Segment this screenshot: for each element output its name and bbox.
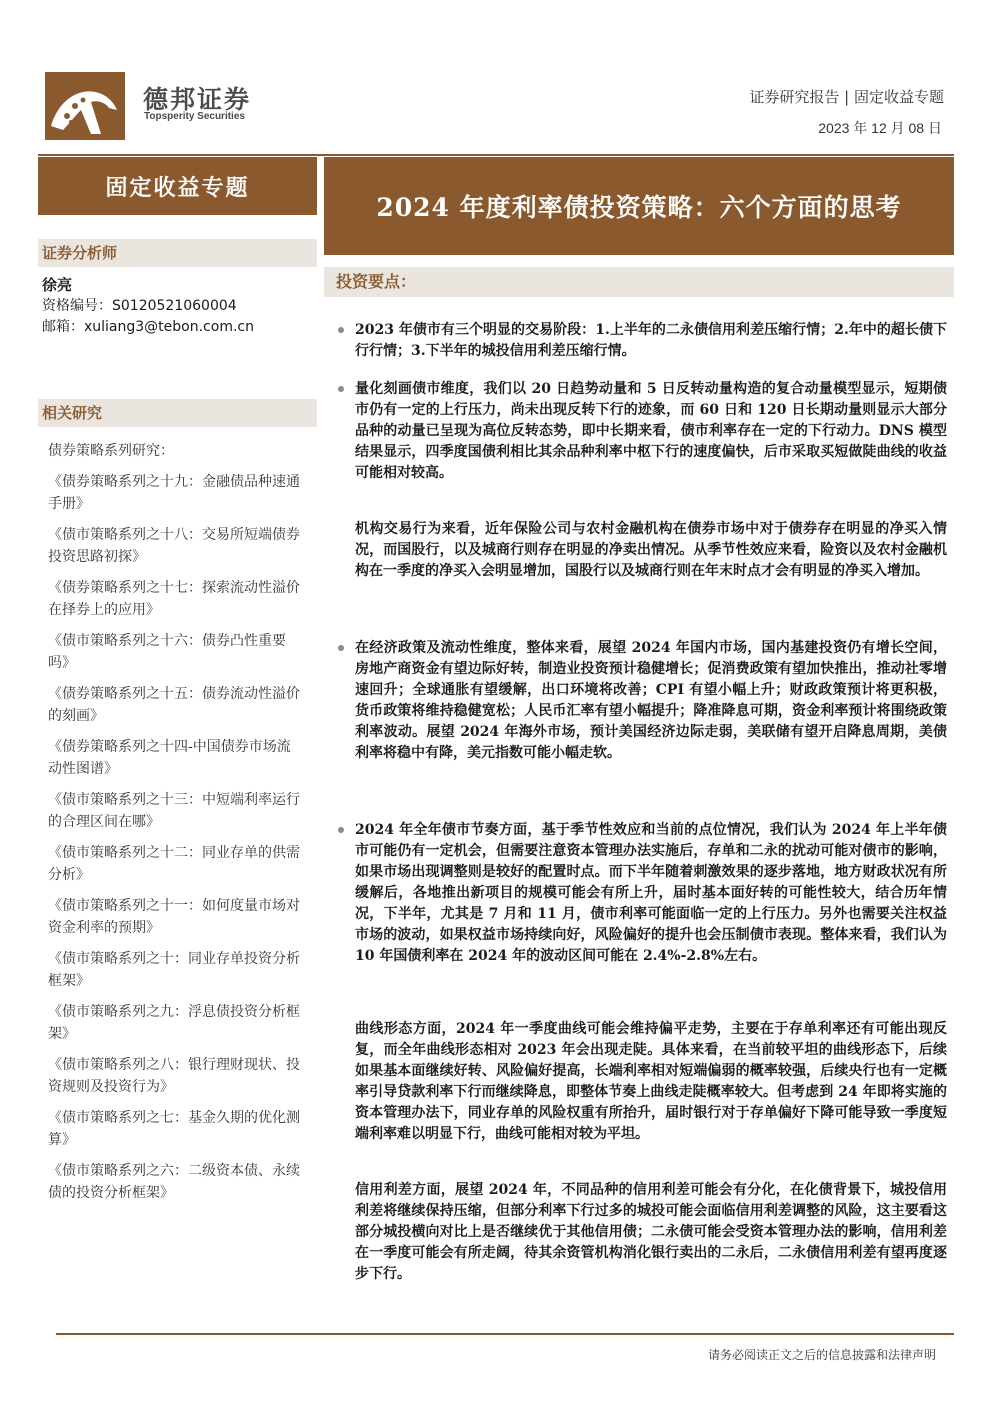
bullet-icon (338, 327, 344, 333)
key-point-text: 2024 年全年债市节奏方面，基于季节性效应和当前的点位情况，我们认为 2024 年上半年债市可能仍有一定机会，但需要注意资本管理办法实施后，存单和二永的扰动可能对债市的影响，如果市场出现调整则是较好的配置时点。而下半年随着刺激效果的逐步落地，地方财政状况有所缓解后，各地推出新项目的规模可能会有所上升，届时基本面好转的可能性较大，结合历年情况，下半年，尤其是 7 月和 11 月，债市利率可能面临一定的上行压力。另外也需要关注权益市场的波动，如果权益市场持续向好，风险偏好的提升也会压制债市表现。整体来看，我们认为 10 年国债利率在 2024 年的波动区间可能在 2.4%-2.8%左右。 (355, 822, 947, 964)
analyst-email[interactable]: 邮箱：xuliang3@tebon.com.cn (42, 319, 254, 335)
related-research-item[interactable]: 《债市策略系列之七：基金久期的优化测算》 (48, 1110, 300, 1148)
report-type: 证券研究报告 | 固定收益专题 (749, 88, 944, 106)
analyst-heading: 证券分析师 (38, 239, 317, 267)
key-point-paragraph (355, 820, 947, 967)
company-logo-mark (45, 72, 125, 140)
key-point-text: 2023 年债市有三个明显的交易阶段：1.上半年的二永债信用利差压缩行情；2.年中的超长债下行行情；3.下半年的城投信用利差压缩行情。 (355, 322, 947, 359)
analyst-cert: 资格编号：S0120521060004 (42, 298, 237, 314)
logo-name-cn: 德邦证券 (143, 85, 252, 114)
logo-name-en: Topsperity Securities (144, 111, 245, 122)
header-divider (38, 154, 954, 156)
related-research-item[interactable]: 《债市策略系列之十二：同业存单的供需分析》 (48, 845, 300, 883)
key-point-paragraph (355, 519, 947, 582)
key-point-paragraph (355, 1180, 947, 1285)
report-date: 2023 年 12 月 08 日 (818, 120, 942, 136)
bullet-icon (338, 827, 344, 833)
key-point-text: 在经济政策及流动性维度，整体来看，展望 2024 年国内市场，国内基建投资仍有增长空间，房地产商资金有望边际好转，制造业投资预计稳健增长；促消费政策有望加快推出，推动社零增速回升；全球通胀有望缓解，出口环境将改善；CPI 有望小幅上升；财政政策预计将更积极，货币政策将维持稳健宽松；人民币汇率有望小幅提升；降准降息可期，资金利率预计将围绕政策利率波动。展望 2024 年海外市场，预计美国经济边际走弱，美联储有望开启降息周期，美债利率将稳中有降，美元指数可能小幅走软。 (355, 640, 947, 761)
key-point-paragraph (355, 1019, 947, 1145)
related-research-item[interactable]: 《债券策略系列之十四-中国债券市场流动性图谱》 (48, 739, 291, 777)
report-title: 2024 年度利率债投资策略：六个方面的思考 (324, 157, 954, 255)
key-point-paragraph (355, 320, 947, 362)
key-point-text: 信用利差方面，展望 2024 年，不同品种的信用利差可能会有分化，在化债背景下，城投信用利差将继续保持压缩，但部分利率下行过多的城投可能会面临信用利差调整的风险，这主要看这部分城投横向对比上是否继续优于其他信用债；二永债可能会受资本管理办法的影响，信用利差在一季度可能会有所走阔，待其余资管机构消化银行卖出的二永后，二永债信用利差有望再度逐步下行。 (355, 1182, 947, 1282)
related-research-item[interactable]: 《债券策略系列之十七：探索流动性溢价在择券上的应用》 (48, 580, 300, 618)
related-research-item[interactable]: 《债券策略系列之十九：金融债品种速通手册》 (48, 474, 300, 512)
analyst-name: 徐亮 (42, 276, 73, 294)
key-point-text: 曲线形态方面，2024 年一季度曲线可能会维持偏平走势，主要在于存单利率还有可能出现反复，而全年曲线形态相对 2023 年会出现走陡。具体来看，在当前较平坦的曲线形态下，后续如果基本面继续好转、风险偏好提高，长端利率相对短端偏弱的概率较强，后续央行也有一定概率引导贷款利率下行而继续降息，即整体节奏上曲线走陡概率较大。但考虑到 24 年即将实施的资本管理办法下，同业存单的风险权重有所抬升，届时银行对于存单偏好下降可能导致一季度短端利率难以明显下行，曲线可能相对较为平坦。 (355, 1021, 947, 1142)
related-research-item[interactable]: 《债市策略系列之八：银行理财现状、投资规则及投资行为》 (48, 1057, 300, 1095)
key-point-text: 量化刻画债市维度，我们以 20 日趋势动量和 5 日反转动量构造的复合动量模型显示，短期债市仍有一定的上行压力，尚未出现反转下行的迹象，而 60 日和 120 日长期动量则显示大部分品种的动量已呈现为高位反转态势，即中长期来看，债市利率存在一定的下行动力。DNS 模型结果显示，四季度国债利相比其余品种利率中枢下行的速度偏快，后市采取买短做陡曲线的收益可能相对较高。 (355, 381, 947, 481)
related-research-item[interactable]: 《债市策略系列之十三：中短端利率运行的合理区间在哪》 (48, 792, 300, 830)
key-point-paragraph (355, 638, 947, 764)
related-research-item[interactable]: 《债市策略系列之十：同业存单投资分析框架》 (48, 951, 300, 989)
related-research-item[interactable]: 《债市策略系列之十六：债券凸性重要吗》 (48, 633, 286, 671)
related-research-item[interactable]: 《债市策略系列之六：二级资本债、永续债的投资分析框架》 (48, 1163, 300, 1201)
key-point-text: 机构交易行为来看，近年保险公司与农村金融机构在债券市场中对于债券存在明显的净买入情况，而国股行，以及城商行则存在明显的净卖出情况。从季节性效应来看，险资以及农村金融机构在一季度的净买入会明显增加，国股行以及城商行则在年末时点才会有明显的净买入增加。 (355, 521, 947, 579)
related-research-item[interactable]: 《债市策略系列之十一：如何度量市场对资金利率的预期》 (48, 898, 300, 936)
footer-disclaimer: 请务必阅读正文之后的信息披露和法律声明 (707, 1348, 936, 1362)
related-research-heading: 相关研究 (38, 399, 317, 427)
related-research-intro: 债券策略系列研究： (48, 443, 174, 459)
related-research-list (48, 440, 302, 1213)
bullet-icon (338, 386, 344, 392)
related-research-item[interactable]: 《债券策略系列之十五：债券流动性溢价的刻画》 (48, 686, 300, 724)
related-research-item[interactable]: 《债市策略系列之十八：交易所短端债券投资思路初探》 (48, 527, 300, 565)
bullet-icon (338, 645, 344, 651)
footer-divider (56, 1333, 954, 1335)
key-point-paragraph (355, 379, 947, 484)
topic-label: 固定收益专题 (38, 157, 317, 215)
key-points-heading: 投资要点： (324, 267, 954, 297)
related-research-item[interactable]: 《债市策略系列之九：浮息债投资分析框架》 (48, 1004, 300, 1042)
